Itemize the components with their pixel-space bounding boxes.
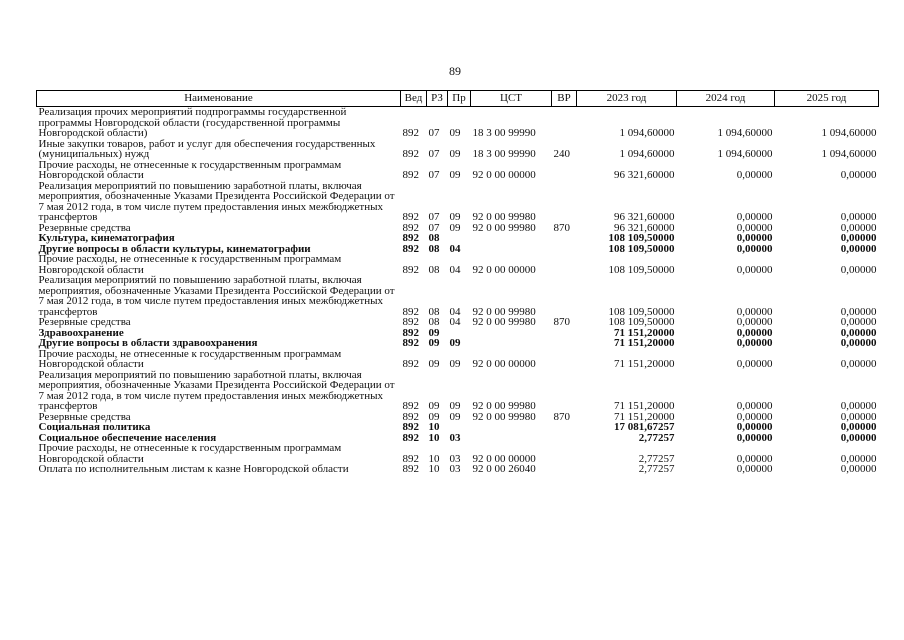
column-header: ВР — [552, 91, 577, 107]
row-2025-cell: 1 094,60000 — [821, 148, 877, 160]
table-row — [37, 349, 879, 370]
row-name-cell: Прочие расходы, не отнесенные к государственным программам Новгородской области — [38, 253, 342, 276]
column-header: Наименование — [37, 91, 401, 107]
row-cst-cell: 92 0 00 99980 — [472, 400, 536, 412]
row-2023-cell: 108 109,50000 — [608, 242, 675, 255]
row-cst-cell: 92 0 00 99980 — [472, 305, 536, 318]
table-row — [37, 254, 879, 275]
row-2024-cell: 0,00000 — [736, 463, 773, 475]
column-header: Пр — [448, 91, 471, 107]
row-2024-cell: 0,00000 — [736, 410, 773, 423]
row-pr-cell: 09 — [449, 410, 461, 423]
row-name-cell: Здравоохранение — [38, 326, 124, 339]
row-cst-cell — [471, 433, 552, 444]
row-2024-cell: 0,00000 — [736, 263, 773, 276]
row-pr-cell: 09 — [449, 400, 461, 412]
row-vr-cell — [552, 433, 577, 444]
row-rz-cell: 09 — [428, 326, 440, 339]
row-2023-cell: 96 321,60000 — [614, 169, 675, 181]
column-header: 2025 год — [775, 91, 879, 107]
row-vr-cell — [552, 160, 577, 181]
row-2023-cell: 108 109,50000 — [608, 232, 675, 244]
row-cst-cell: 92 0 00 00000 — [472, 169, 536, 181]
row-2024-cell: 0,00000 — [736, 232, 773, 244]
row-2025-cell: 0,00000 — [840, 263, 877, 276]
row-ved-cell: 892 — [402, 410, 419, 423]
row-name-cell: Резервные средства — [38, 410, 131, 423]
row-ved-cell: 892 — [402, 316, 419, 328]
row-2024-cell: 0,00000 — [736, 326, 773, 339]
row-cst-cell: 92 0 00 00000 — [472, 263, 536, 276]
row-name-cell: Иные закупки товаров, работ и услуг для обеспечения государственных (муниципальных) нужд — [38, 137, 376, 160]
row-cst-cell — [471, 244, 552, 255]
row-rz-cell: 09 — [428, 337, 440, 349]
row-name-cell: Реализация мероприятий по повышению заработной платы, включая мероприятия, обозначенные Указами Президента Российской Федерации от 7 мая 2012 года, в том числе путем предоставления иных межбюджетных трансфертов — [38, 274, 395, 318]
table-header-row — [37, 91, 879, 107]
row-2024-cell: 0,00000 — [736, 431, 773, 444]
row-cst-cell: 92 0 00 26040 — [472, 463, 536, 475]
row-pr-cell: 03 — [449, 431, 461, 444]
row-ved-cell: 892 — [402, 221, 419, 234]
row-rz-cell: 08 — [428, 305, 440, 318]
row-pr-cell: 04 — [449, 263, 461, 276]
row-pr-cell: 09 — [449, 127, 461, 139]
row-cst-cell — [471, 338, 552, 349]
row-name-cell: Прочие расходы, не отнесенные к государственным программам Новгородской области — [38, 442, 342, 465]
row-pr-cell: 04 — [449, 242, 461, 255]
row-2023-cell: 71 151,20000 — [614, 337, 675, 349]
row-2024-cell: 1 094,60000 — [717, 127, 773, 139]
row-2025-cell: 0,00000 — [840, 211, 877, 223]
row-2023-cell: 71 151,20000 — [614, 358, 675, 370]
row-cst-cell: 92 0 00 99980 — [472, 211, 536, 223]
budget-table — [36, 90, 879, 475]
row-2025-cell: 0,00000 — [840, 169, 877, 181]
row-2023-cell: 71 151,20000 — [614, 400, 675, 412]
row-2023-cell: 1 094,60000 — [619, 127, 675, 139]
column-header: РЗ — [427, 91, 448, 107]
row-vr-cell — [552, 370, 577, 412]
row-pr-cell: 09 — [449, 148, 461, 160]
row-vr-cell: 870 — [553, 410, 570, 423]
row-pr-cell: 03 — [449, 463, 461, 475]
row-2023-cell: 71 151,20000 — [614, 410, 675, 423]
row-rz-cell: 09 — [428, 400, 440, 412]
row-name-cell: Реализация мероприятий по повышению заработной платы, включая мероприятия, обозначенные Указами Президента Российской Федерации от 7 мая 2012 года, в том числе путем предоставления иных межбюджетных трансфертов — [38, 179, 395, 223]
row-name-cell: Социальная политика — [38, 421, 151, 433]
row-2025-cell: 0,00000 — [840, 400, 877, 412]
table-row — [37, 443, 879, 464]
row-cst-cell: 18 3 00 99990 — [472, 127, 536, 139]
column-header: Вед — [401, 91, 427, 107]
row-name-cell: Резервные средства — [38, 221, 131, 234]
row-ved-cell: 892 — [402, 169, 419, 181]
row-2024-cell: 0,00000 — [736, 316, 773, 328]
row-vr-cell: 240 — [553, 148, 570, 160]
row-ved-cell: 892 — [402, 326, 419, 339]
row-2025-cell: 0,00000 — [840, 421, 877, 433]
row-rz-cell: 10 — [428, 421, 440, 433]
row-name-cell: Резервные средства — [38, 316, 131, 328]
row-rz-cell: 08 — [428, 242, 440, 255]
table-body — [37, 107, 879, 475]
table-row — [37, 139, 879, 160]
table-row — [37, 107, 879, 139]
column-header: 2023 год — [577, 91, 677, 107]
row-vr-cell — [552, 328, 577, 339]
row-pr-cell: 09 — [449, 211, 461, 223]
row-2023-cell: 2,77257 — [638, 452, 675, 465]
row-cst-cell: 18 3 00 99990 — [472, 148, 536, 160]
row-rz-cell: 07 — [428, 169, 440, 181]
row-vr-cell: 870 — [553, 221, 570, 234]
row-ved-cell: 892 — [402, 337, 419, 349]
row-2024-cell: 0,00000 — [736, 421, 773, 433]
row-2025-cell: 0,00000 — [840, 431, 877, 444]
row-name-cell: Реализация мероприятий по повышению заработной платы, включая мероприятия, обозначенные Указами Президента Российской Федерации от 7 мая 2012 года, в том числе путем предоставления иных межбюджетных трансфертов — [38, 368, 395, 412]
row-ved-cell: 892 — [402, 127, 419, 139]
row-vr-cell: 870 — [553, 316, 570, 328]
row-name-cell: Оплата по исполнительным листам к казне Новгородской области — [38, 463, 349, 475]
page-number: 89 — [449, 64, 461, 78]
row-vr-cell — [552, 443, 577, 464]
row-vr-cell — [552, 275, 577, 317]
row-cst-cell — [471, 233, 552, 244]
row-rz-cell: 10 — [428, 452, 440, 465]
table-row — [37, 422, 879, 433]
row-name-cell: Реализация прочих мероприятий подпрограммы государственной программы Новгородской области (государственной программы Новгородской области) — [38, 106, 347, 139]
row-2024-cell: 0,00000 — [736, 221, 773, 234]
row-vr-cell — [552, 422, 577, 433]
row-2024-cell: 0,00000 — [736, 358, 773, 370]
table-row — [37, 181, 879, 223]
row-cst-cell — [471, 422, 552, 433]
row-2024-cell: 0,00000 — [736, 400, 773, 412]
row-rz-cell: 07 — [428, 211, 440, 223]
row-2023-cell: 108 109,50000 — [608, 305, 675, 318]
row-ved-cell: 892 — [402, 431, 419, 444]
row-name-cell: Социальное обеспечение населения — [38, 431, 217, 444]
row-ved-cell: 892 — [402, 305, 419, 318]
row-rz-cell: 08 — [428, 263, 440, 276]
row-2025-cell: 0,00000 — [840, 463, 877, 475]
row-vr-cell — [552, 181, 577, 223]
row-pr-cell: 09 — [449, 337, 461, 349]
row-2024-cell: 0,00000 — [736, 452, 773, 465]
row-ved-cell: 892 — [402, 148, 419, 160]
row-pr-cell: 09 — [449, 169, 461, 181]
row-2023-cell: 108 109,50000 — [608, 263, 675, 276]
row-2025-cell: 0,00000 — [840, 242, 877, 255]
row-2025-cell: 0,00000 — [840, 232, 877, 244]
row-ved-cell: 892 — [402, 358, 419, 370]
row-rz-cell: 07 — [428, 221, 440, 234]
row-name-cell: Другие вопросы в области здравоохранения — [38, 337, 258, 349]
row-vr-cell — [552, 338, 577, 349]
row-pr-cell: 04 — [449, 305, 461, 318]
row-2024-cell: 0,00000 — [736, 337, 773, 349]
row-2023-cell: 96 321,60000 — [614, 221, 675, 234]
row-pr-cell: 04 — [449, 316, 461, 328]
row-2025-cell: 0,00000 — [840, 410, 877, 423]
row-cst-cell: 92 0 00 99980 — [472, 410, 536, 423]
row-name-cell: Прочие расходы, не отнесенные к государственным программам Новгородской области — [38, 347, 342, 370]
row-2023-cell: 71 151,20000 — [614, 326, 675, 339]
row-name-cell: Прочие расходы, не отнесенные к государственным программам Новгородской области — [38, 158, 342, 181]
row-ved-cell: 892 — [402, 232, 419, 244]
row-ved-cell: 892 — [402, 400, 419, 412]
row-name-cell: Культура, кинематография — [38, 232, 175, 244]
row-name-cell: Другие вопросы в области культуры, кинематографии — [38, 242, 311, 255]
row-rz-cell: 07 — [428, 148, 440, 160]
table-row — [37, 233, 879, 244]
column-header: ЦСТ — [471, 91, 552, 107]
row-rz-cell: 09 — [428, 410, 440, 423]
row-ved-cell: 892 — [402, 211, 419, 223]
row-ved-cell: 892 — [402, 242, 419, 255]
row-ved-cell: 892 — [402, 463, 419, 475]
table-row — [37, 317, 879, 328]
row-rz-cell: 10 — [428, 463, 440, 475]
row-pr-cell: 09 — [449, 221, 461, 234]
row-cst-cell — [471, 328, 552, 339]
row-rz-cell: 07 — [428, 127, 440, 139]
row-2024-cell: 0,00000 — [736, 169, 773, 181]
row-2024-cell: 0,00000 — [736, 242, 773, 255]
row-2024-cell: 0,00000 — [736, 211, 773, 223]
row-ved-cell: 892 — [402, 452, 419, 465]
row-2025-cell: 0,00000 — [840, 221, 877, 234]
row-rz-cell: 09 — [428, 358, 440, 370]
table-row — [37, 338, 879, 349]
row-2025-cell: 0,00000 — [840, 326, 877, 339]
row-vr-cell — [552, 233, 577, 244]
row-2024-cell: 0,00000 — [736, 305, 773, 318]
row-rz-cell: 08 — [428, 316, 440, 328]
row-pr-cell: 03 — [449, 452, 461, 465]
row-pr-cell — [448, 233, 471, 244]
row-2023-cell: 96 321,60000 — [614, 211, 675, 223]
row-rz-cell: 10 — [428, 431, 440, 444]
row-pr-cell: 09 — [449, 358, 461, 370]
row-ved-cell: 892 — [402, 263, 419, 276]
row-2023-cell: 108 109,50000 — [608, 316, 675, 328]
table-row — [37, 160, 879, 181]
table-row — [37, 370, 879, 412]
row-vr-cell — [552, 349, 577, 370]
row-2023-cell: 17 081,67257 — [614, 421, 675, 433]
row-cst-cell: 92 0 00 99980 — [472, 316, 536, 328]
row-2025-cell: 0,00000 — [840, 305, 877, 318]
column-header: 2024 год — [677, 91, 775, 107]
row-vr-cell — [552, 107, 577, 139]
row-2025-cell: 0,00000 — [840, 337, 877, 349]
row-2023-cell: 2,77257 — [638, 463, 675, 475]
row-cst-cell: 92 0 00 00000 — [472, 452, 536, 465]
row-2024-cell: 1 094,60000 — [717, 148, 773, 160]
row-pr-cell — [448, 422, 471, 433]
row-cst-cell: 92 0 00 00000 — [472, 358, 536, 370]
row-2023-cell: 2,77257 — [638, 431, 675, 444]
row-2025-cell: 0,00000 — [840, 316, 877, 328]
table-row — [37, 464, 879, 475]
row-2023-cell: 1 094,60000 — [619, 148, 675, 160]
row-rz-cell: 08 — [428, 232, 440, 244]
table-row — [37, 275, 879, 317]
row-2025-cell: 1 094,60000 — [821, 127, 877, 139]
row-2025-cell: 0,00000 — [840, 358, 877, 370]
row-vr-cell — [552, 464, 577, 475]
row-ved-cell: 892 — [402, 421, 419, 433]
row-vr-cell — [552, 244, 577, 255]
row-vr-cell — [552, 254, 577, 275]
row-cst-cell: 92 0 00 99980 — [472, 221, 536, 234]
row-2025-cell: 0,00000 — [840, 452, 877, 465]
